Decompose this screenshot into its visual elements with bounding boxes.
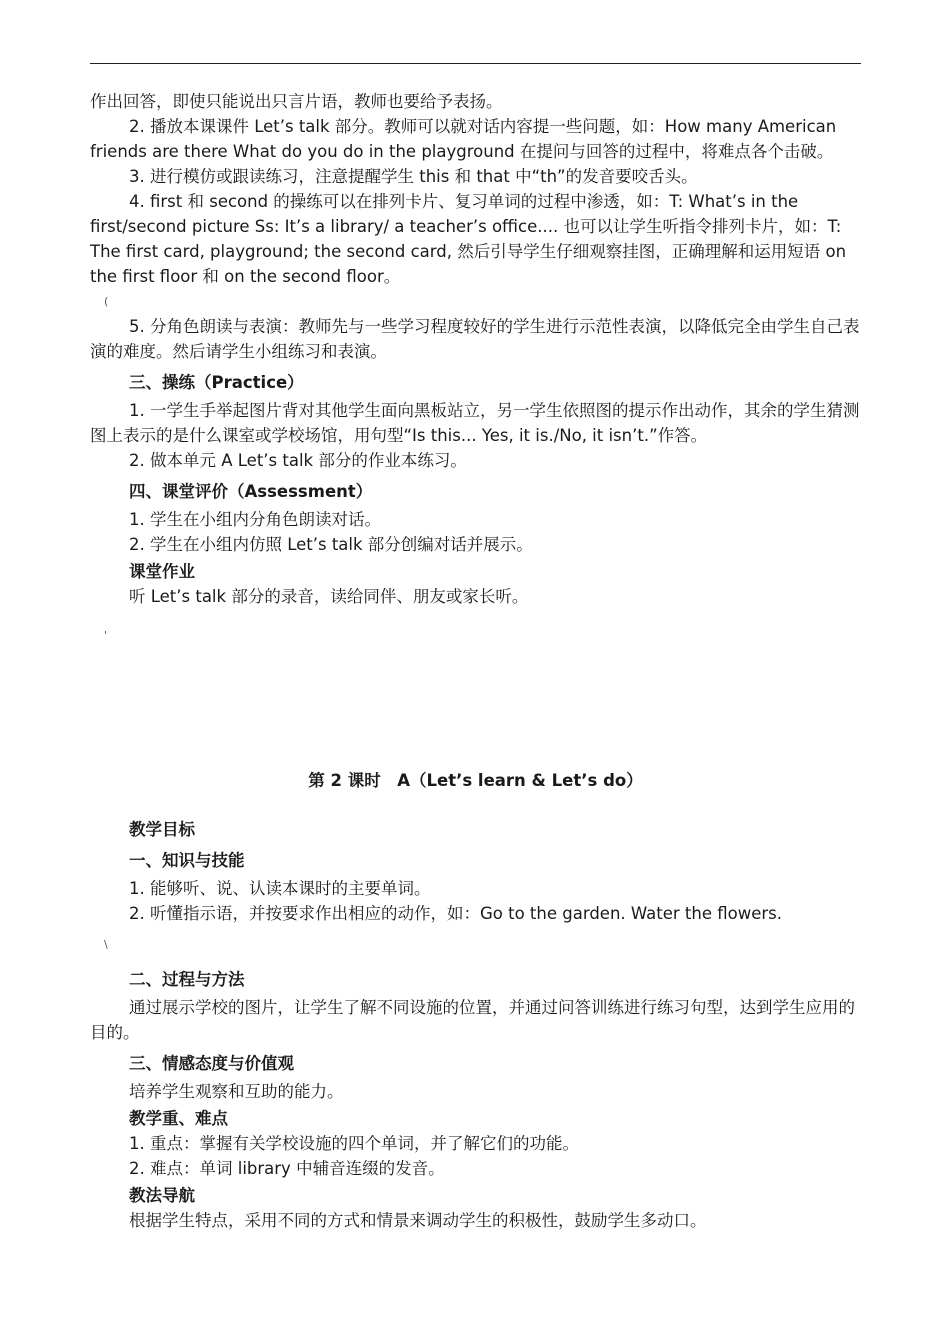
paragraph-method: 根据学生特点，采用不同的方式和情景来调动学生的积极性，鼓励学生多动口。 (129, 1211, 707, 1230)
paragraph-step-2: 2. 播放本课课件 Let’s talk 部分。教师可以就对话内容提一些问题，如：How many American friends are there What do you do in the playground 在提问与回答的过程中，将难点各个击破。 (90, 117, 837, 161)
heading-assessment: 四、课堂评价（Assessment） (129, 482, 373, 501)
heading-goals: 教学目标 (129, 820, 195, 839)
heading-homework: 课堂作业 (129, 562, 195, 581)
paragraph-continued: 作出回答，即使只能说出只言片语，教师也要给予表扬。 (90, 92, 503, 111)
header-rule (90, 63, 861, 64)
paragraph-key-1: 1. 重点：掌握有关学校设施的四个单词，并了解它们的功能。 (129, 1134, 579, 1153)
paragraph-practice-1: 1. 一学生手举起图片背对其他学生面向黑板站立，另一学生依照图的提示作出动作，其余的学生猜测图上表示的是什么课室或学校场馆，用句型“Is this... Yes, it is./No, it isn’t.”作答。 (90, 401, 860, 445)
page-spacer (90, 648, 861, 758)
paragraph-assessment-2: 2. 学生在小组内仿照 Let’s talk 部分创编对话并展示。 (129, 535, 533, 554)
heading-practice: 三、操练（Practice） (129, 373, 304, 392)
stray-mark: \ (104, 938, 108, 951)
heading-method: 教法导航 (129, 1186, 195, 1205)
paragraph-practice-2: 2. 做本单元 A Let’s talk 部分的作业本练习。 (129, 451, 467, 470)
paragraph-step-3: 3. 进行模仿或跟读练习，注意提醒学生 this 和 that 中“th”的发音要咬舌头。 (129, 167, 698, 186)
heading-emotion: 三、情感态度与价值观 (129, 1054, 294, 1073)
paragraph-homework: 听 Let’s talk 部分的录音，读给同伴、朋友或家长听。 (129, 587, 529, 606)
paragraph-knowledge-2: 2. 听懂指示语，并按要求作出相应的动作，如：Go to the garden. Water the flowers. (129, 904, 782, 923)
heading-knowledge: 一、知识与技能 (129, 851, 245, 870)
heading-process: 二、过程与方法 (129, 970, 245, 989)
paragraph-step-5: 5. 分角色朗读与表演：教师先与一些学习程度较好的学生进行示范性表演，以降低完全由学生自己表演的难度。然后请学生小组练习和表演。 (90, 317, 860, 361)
stray-mark: ' (104, 629, 108, 642)
heading-key-points: 教学重、难点 (129, 1109, 228, 1128)
paragraph-emotion: 培养学生观察和互助的能力。 (129, 1082, 344, 1101)
lesson-title: 第 2 课时 A（Let’s learn & Let’s do） (308, 771, 643, 790)
paragraph-process: 通过展示学校的图片，让学生了解不同设施的位置，并通过问答训练进行练习句型，达到学生应用的目的。 (90, 998, 855, 1042)
paragraph-step-4: 4. first 和 second 的操练可以在排列卡片、复习单词的过程中渗透，如：T: What’s in the first/second picture Ss: It’s a library/ a teacher’s office.... 也可以让学生听指令排列卡片，如：T: The first card, playground; the second card, 然后引导学生仔细观察挂图，正确理解和运用短语 on the first floor 和 on the second floor。 (90, 192, 847, 286)
stray-mark: ( (104, 295, 109, 308)
paragraph-assessment-1: 1. 学生在小组内分角色朗读对话。 (129, 510, 381, 529)
paragraph-key-2: 2. 难点：单词 library 中辅音连缀的发音。 (129, 1159, 445, 1178)
document-page (90, 89, 861, 1233)
paragraph-knowledge-1: 1. 能够听、说、认读本课时的主要单词。 (129, 879, 431, 898)
